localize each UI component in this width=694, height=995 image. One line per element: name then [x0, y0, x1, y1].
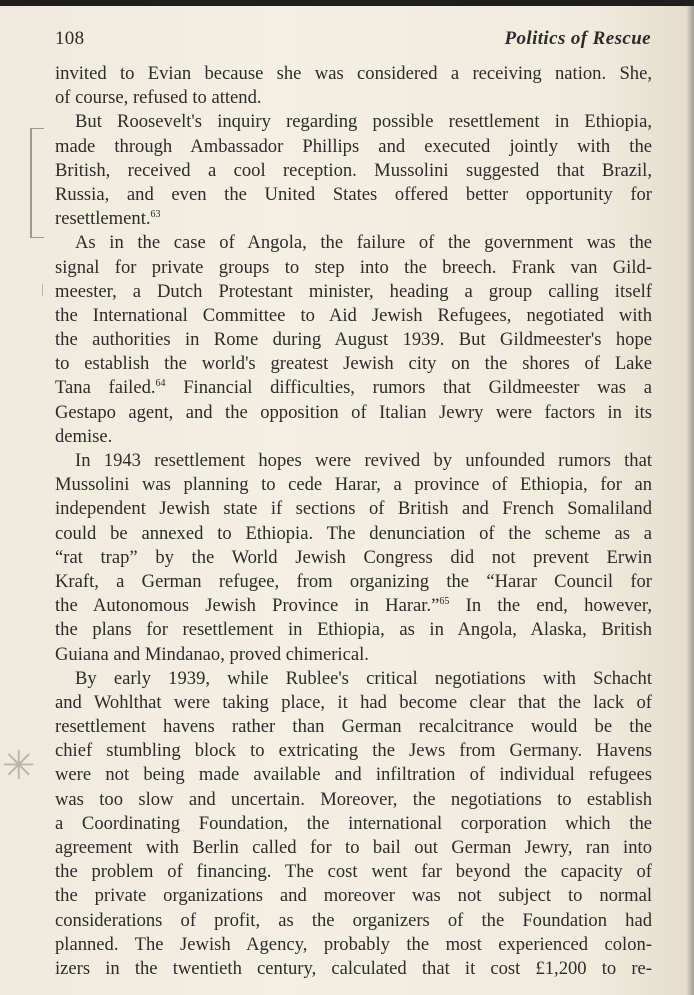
text-line: resettlement havens rather than German recalcitrance would be the	[55, 716, 652, 738]
text-line: planned. The Jewish Agency, probably the most experienced colon-	[55, 933, 652, 955]
scan-top-edge	[0, 0, 694, 6]
text-line: the private organizations and moreover was not subject to normal	[55, 885, 652, 907]
text-line: signal for private groups to step into the breech. Frank van Gild-	[55, 256, 652, 278]
text-line: Gestapo agent, and the opposition of Italian Jewry were factors in its	[55, 401, 652, 423]
text-line: to establish the world's greatest Jewish city on the shores of Lake	[55, 353, 652, 375]
paragraph	[55, 110, 652, 231]
text-line	[55, 594, 652, 618]
text-line: and Wohlthat were taking place, it had become clear that the lack of	[55, 691, 652, 713]
text-line: agreement with Berlin called for to bail out German Jewry, ran into	[55, 837, 652, 858]
page-header	[55, 28, 651, 54]
text-line: meester, a Dutch Protestant minister, heading a group calling itself	[55, 280, 652, 302]
text-line: Guiana and Mindanao, proved chimerical.	[55, 643, 369, 665]
page-number: 108	[55, 28, 85, 49]
text-run: In the end, however,	[449, 595, 652, 617]
text-line: Kraft, a German refugee, from organizing the “Harar Council for	[55, 570, 652, 592]
text-line: But Roosevelt's inquiry regarding possible resettlement in Ethiopia,	[75, 111, 652, 133]
paragraph	[55, 62, 652, 110]
paragraph	[55, 449, 652, 667]
footnote-ref: 64	[155, 378, 166, 390]
text-run: Tana failed.	[55, 377, 156, 399]
text-line: the authorities in Rome during August 1939. But Gildmeester's hope	[55, 329, 652, 351]
text-line: invited to Evian because she was considered a receiving nation. She,	[55, 63, 652, 84]
text-line: izers in the twentieth century, calculated that it cost £1,200 to re-	[55, 957, 652, 979]
body-text	[55, 62, 652, 981]
text-line: British, received a cool reception. Mussolini suggested that Brazil,	[55, 159, 652, 181]
margin-asterisk-mark: ✳	[2, 743, 36, 788]
text-line	[55, 207, 652, 231]
text-line	[55, 376, 652, 400]
text-line: “rat trap” by the World Jewish Congress did not prevent Erwin	[55, 546, 652, 568]
paragraph	[55, 231, 652, 449]
text-run: resettlement.	[55, 208, 151, 230]
text-line: demise.	[55, 425, 113, 447]
paragraph	[55, 667, 652, 981]
text-line: made through Ambassador Phillips and executed jointly with the	[55, 135, 652, 157]
text-line: considerations of profit, as the organizers of the Foundation had	[55, 909, 652, 931]
text-run: Financial difficulties, rumors that Gildmeester was a	[165, 377, 652, 399]
text-line: In 1943 resettlement hopes were revived by unfounded rumors that	[75, 450, 652, 471]
text-line: a Coordinating Foundation, the international corporation which the	[55, 812, 652, 834]
text-line: the International Committee to Aid Jewish Refugees, negotiated with	[55, 304, 652, 326]
text-line: were not being made available and infiltration of individual refugees	[55, 764, 652, 786]
text-line: could be annexed to Ethiopia. The denunciation of the scheme as a	[55, 522, 652, 544]
scan-gutter-shadow	[686, 0, 694, 995]
margin-pencil-bracket	[30, 128, 44, 238]
text-line: Russia, and even the United States offered better opportunity for	[55, 183, 652, 205]
text-line: Mussolini was planning to cede Harar, a province of Ethiopia, for an	[55, 474, 652, 496]
text-run: the Autonomous Jewish Province in Harar.”	[55, 595, 440, 617]
footnote-ref: 65	[439, 596, 450, 608]
footnote-ref: 63	[150, 209, 161, 221]
margin-pencil-tick	[42, 284, 43, 296]
text-line: independent Jewish state if sections of British and French Somaliland	[55, 498, 652, 520]
running-head: Politics of Rescue	[504, 28, 651, 49]
text-line: By early 1939, while Rublee's critical negotiations with Schacht	[75, 667, 652, 689]
text-line: As in the case of Angola, the failure of the government was the	[75, 232, 652, 254]
text-line: of course, refused to attend.	[55, 87, 262, 109]
text-line: was too slow and uncertain. Moreover, the negotiations to establish	[55, 788, 652, 810]
text-line: chief stumbling block to extricating the Jews from Germany. Havens	[55, 740, 652, 762]
text-line: the problem of financing. The cost went far beyond the capacity of	[55, 861, 652, 883]
text-line: the plans for resettlement in Ethiopia, as in Angola, Alaska, British	[55, 619, 652, 641]
